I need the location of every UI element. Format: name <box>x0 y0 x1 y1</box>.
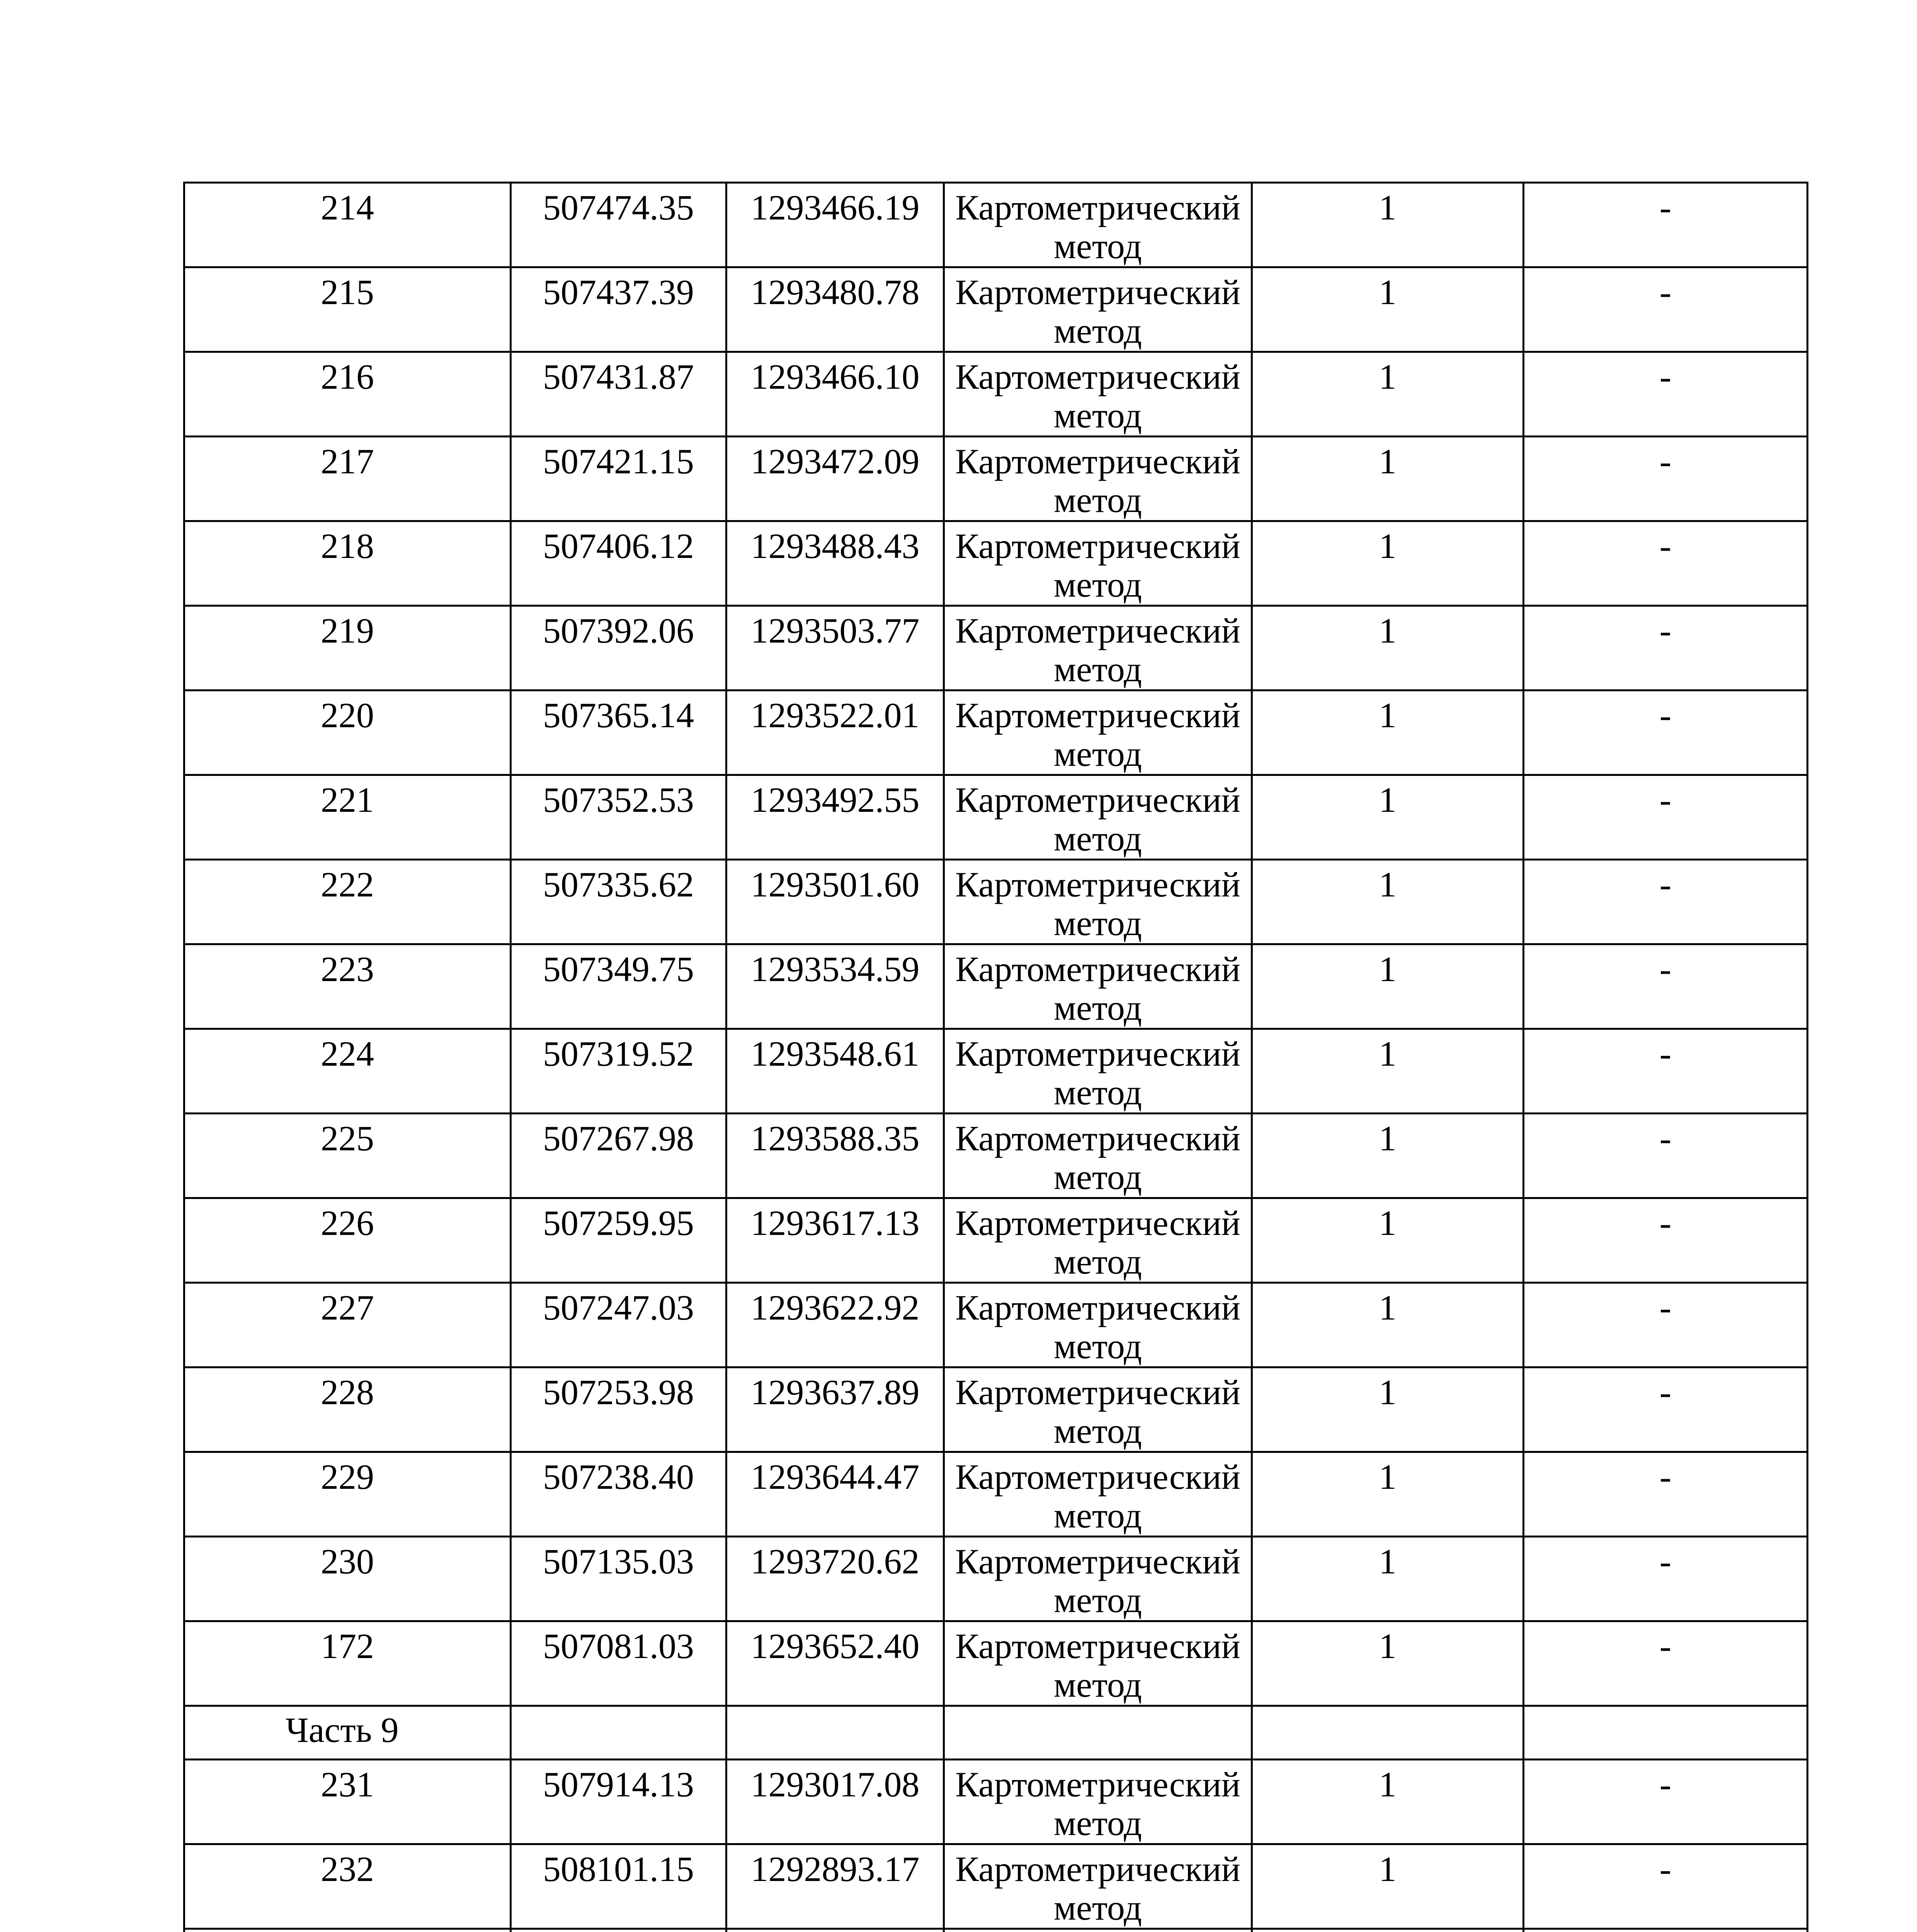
table-row <box>184 606 1808 690</box>
x-coordinate-cell: 507914.13 <box>511 1760 726 1844</box>
x-coordinate-cell: 507335.62 <box>511 860 726 944</box>
table-row <box>184 183 1808 267</box>
description-cell: - <box>1524 1452 1808 1537</box>
table-row <box>184 352 1808 437</box>
accuracy-cell: 1 <box>1252 860 1524 944</box>
method-label-line1: Картометрический <box>955 1288 1241 1327</box>
table-row <box>184 1537 1808 1621</box>
x-coordinate-cell: 507238.40 <box>511 1452 726 1537</box>
point-number-cell: 224 <box>184 1029 511 1114</box>
method-label-line2: метод <box>1053 1665 1142 1704</box>
part-label-cell: Часть 9 <box>184 1706 511 1760</box>
accuracy-cell: 1 <box>1252 437 1524 521</box>
point-number-cell: 214 <box>184 183 511 267</box>
method-label-line1: Картометрический <box>955 442 1241 481</box>
accuracy-cell: 1 <box>1252 1452 1524 1537</box>
empty-cell <box>1524 1706 1808 1760</box>
point-number-cell: 228 <box>184 1367 511 1452</box>
method-cell <box>944 1452 1252 1537</box>
y-coordinate-cell: 1293588.35 <box>726 1114 944 1198</box>
method-cell <box>944 775 1252 860</box>
accuracy-cell: 1 <box>1252 944 1524 1029</box>
accuracy-cell: 1 <box>1252 352 1524 437</box>
method-cell <box>944 1621 1252 1706</box>
method-label-line2: метод <box>1053 1242 1142 1281</box>
method-label-line2: метод <box>1053 650 1142 689</box>
method-label-line2: метод <box>1053 1327 1142 1366</box>
method-label-line2: метод <box>1053 1580 1142 1620</box>
x-coordinate-cell: 507431.87 <box>511 352 726 437</box>
method-label-line2: метод <box>1053 1888 1142 1927</box>
method-label-line2: метод <box>1053 734 1142 774</box>
y-coordinate-cell: 1293472.09 <box>726 437 944 521</box>
table-row <box>184 437 1808 521</box>
point-number-cell: 219 <box>184 606 511 690</box>
y-coordinate-cell: 1293637.89 <box>726 1367 944 1452</box>
method-label-line1: Картометрический <box>955 780 1241 820</box>
point-number-cell: 221 <box>184 775 511 860</box>
method-label-line1: Картометрический <box>955 272 1241 312</box>
y-coordinate-cell: 1293548.61 <box>726 1029 944 1114</box>
accuracy-cell: 1 <box>1252 183 1524 267</box>
x-coordinate-cell: 507081.03 <box>511 1621 726 1706</box>
method-label-line2: метод <box>1053 819 1142 858</box>
method-label-line1: Картометрический <box>955 188 1241 227</box>
table-row <box>184 1760 1808 1844</box>
x-coordinate-cell: 508101.15 <box>511 1844 726 1929</box>
method-label-line2: метод <box>1053 226 1142 266</box>
description-cell: - <box>1524 1114 1808 1198</box>
table-row <box>184 1367 1808 1452</box>
point-number-cell: 223 <box>184 944 511 1029</box>
y-coordinate-cell: 1293501.60 <box>726 860 944 944</box>
description-cell: - <box>1524 606 1808 690</box>
accuracy-cell: 1 <box>1252 1283 1524 1367</box>
method-label-line2: метод <box>1053 480 1142 520</box>
x-coordinate-cell: 507437.39 <box>511 267 726 352</box>
method-label-line2: метод <box>1053 988 1142 1027</box>
y-coordinate-cell <box>726 1929 944 1932</box>
part-heading-row <box>184 1706 1808 1760</box>
accuracy-cell: 1 <box>1252 521 1524 606</box>
method-label-line2: метод <box>1053 311 1142 350</box>
description-cell <box>1524 1929 1808 1932</box>
point-number-cell: 217 <box>184 437 511 521</box>
point-number-cell: 222 <box>184 860 511 944</box>
point-number-cell: 218 <box>184 521 511 606</box>
method-label-line2: метод <box>1053 1411 1142 1451</box>
point-number-cell: 220 <box>184 690 511 775</box>
description-cell: - <box>1524 1621 1808 1706</box>
table-row <box>184 1844 1808 1929</box>
accuracy-cell: 1 <box>1252 1367 1524 1452</box>
table-row <box>184 1621 1808 1706</box>
description-cell: - <box>1524 267 1808 352</box>
x-coordinate-cell: 507253.98 <box>511 1367 726 1452</box>
y-coordinate-cell: 1293720.62 <box>726 1537 944 1621</box>
x-coordinate-cell: 507259.95 <box>511 1198 726 1283</box>
y-coordinate-cell: 1293534.59 <box>726 944 944 1029</box>
point-number-cell: 226 <box>184 1198 511 1283</box>
accuracy-cell: 1 <box>1252 606 1524 690</box>
method-label-line2: метод <box>1053 1073 1142 1112</box>
point-number-cell: 172 <box>184 1621 511 1706</box>
method-cell <box>944 1198 1252 1283</box>
point-number-cell: 215 <box>184 267 511 352</box>
method-label-line1: Картометрический <box>955 526 1241 566</box>
point-number-cell <box>184 1929 511 1932</box>
accuracy-cell: 1 <box>1252 1760 1524 1844</box>
x-coordinate-cell: 507135.03 <box>511 1537 726 1621</box>
table-row <box>184 1283 1808 1367</box>
point-number-cell: 231 <box>184 1760 511 1844</box>
method-cell <box>944 860 1252 944</box>
accuracy-cell: 1 <box>1252 1029 1524 1114</box>
method-label-line2: метод <box>1053 1803 1142 1843</box>
y-coordinate-cell: 1292893.17 <box>726 1844 944 1929</box>
point-number-cell: 225 <box>184 1114 511 1198</box>
table-row <box>184 267 1808 352</box>
table-row <box>184 1114 1808 1198</box>
coordinates-table-body <box>184 183 1808 1932</box>
x-coordinate-cell: 507406.12 <box>511 521 726 606</box>
description-cell: - <box>1524 690 1808 775</box>
method-label-line1: Картометрический <box>955 865 1241 904</box>
description-cell: - <box>1524 1029 1808 1114</box>
description-cell: - <box>1524 521 1808 606</box>
method-cell <box>944 437 1252 521</box>
empty-cell <box>944 1706 1252 1760</box>
method-cell <box>944 1537 1252 1621</box>
x-coordinate-cell: 507247.03 <box>511 1283 726 1367</box>
table-row <box>184 521 1808 606</box>
y-coordinate-cell: 1293617.13 <box>726 1198 944 1283</box>
y-coordinate-cell: 1293503.77 <box>726 606 944 690</box>
accuracy-cell: 1 <box>1252 690 1524 775</box>
description-cell: - <box>1524 775 1808 860</box>
description-cell: - <box>1524 437 1808 521</box>
table-row <box>184 775 1808 860</box>
empty-cell <box>726 1706 944 1760</box>
point-number-cell: 230 <box>184 1537 511 1621</box>
method-label-line1: Картометрический <box>955 1849 1241 1889</box>
y-coordinate-cell: 1293017.08 <box>726 1760 944 1844</box>
description-cell: - <box>1524 1760 1808 1844</box>
x-coordinate-cell: 507365.14 <box>511 690 726 775</box>
y-coordinate-cell: 1293522.01 <box>726 690 944 775</box>
x-coordinate-cell: 507421.15 <box>511 437 726 521</box>
method-cell <box>944 1114 1252 1198</box>
method-label-line2: метод <box>1053 903 1142 943</box>
method-cell <box>944 1283 1252 1367</box>
method-label-line1: Картометрический <box>955 1372 1241 1412</box>
method-cell <box>944 1029 1252 1114</box>
x-coordinate-cell: 507352.53 <box>511 775 726 860</box>
method-label-line1: Картометрический <box>955 1457 1241 1497</box>
table-row <box>184 1029 1808 1114</box>
description-cell: - <box>1524 860 1808 944</box>
method-cell <box>944 521 1252 606</box>
method-cell <box>944 1929 1252 1932</box>
method-label-line2: метод <box>1053 1157 1142 1197</box>
table-row <box>184 860 1808 944</box>
method-cell <box>944 183 1252 267</box>
method-cell <box>944 606 1252 690</box>
empty-cell <box>1252 1706 1524 1760</box>
y-coordinate-cell: 1293488.43 <box>726 521 944 606</box>
method-label-line1: Картометрический <box>955 1119 1241 1158</box>
method-label-line2: метод <box>1053 565 1142 604</box>
point-number-cell: 227 <box>184 1283 511 1367</box>
method-label-line1: Картометрический <box>955 1203 1241 1243</box>
method-cell <box>944 352 1252 437</box>
y-coordinate-cell: 1293466.19 <box>726 183 944 267</box>
y-coordinate-cell: 1293492.55 <box>726 775 944 860</box>
table-row <box>184 1198 1808 1283</box>
x-coordinate-cell: 507349.75 <box>511 944 726 1029</box>
method-label-line2: метод <box>1053 396 1142 435</box>
method-cell <box>944 690 1252 775</box>
coordinates-table <box>183 182 1808 1932</box>
accuracy-cell: 1 <box>1252 1844 1524 1929</box>
method-cell <box>944 267 1252 352</box>
description-cell: - <box>1524 1844 1808 1929</box>
description-cell: - <box>1524 1198 1808 1283</box>
description-cell: - <box>1524 183 1808 267</box>
accuracy-cell: 1 <box>1252 267 1524 352</box>
x-coordinate-cell: 507319.52 <box>511 1029 726 1114</box>
method-label-line1: Картометрический <box>955 1542 1241 1581</box>
point-number-cell: 232 <box>184 1844 511 1929</box>
x-coordinate-cell: 507267.98 <box>511 1114 726 1198</box>
x-coordinate-cell: 507392.06 <box>511 606 726 690</box>
accuracy-cell: 1 <box>1252 1621 1524 1706</box>
method-label-line1: Картометрический <box>955 611 1241 650</box>
table-row <box>184 1929 1808 1932</box>
point-number-cell: 229 <box>184 1452 511 1537</box>
x-coordinate-cell: 507474.35 <box>511 183 726 267</box>
description-cell: - <box>1524 1537 1808 1621</box>
method-label-line1: Картометрический <box>955 1765 1241 1804</box>
table-row <box>184 690 1808 775</box>
accuracy-cell: 1 <box>1252 775 1524 860</box>
method-label-line1: Картометрический <box>955 949 1241 989</box>
method-label-line1: Картометрический <box>955 1626 1241 1666</box>
description-cell: - <box>1524 1367 1808 1452</box>
method-label-line2: метод <box>1053 1496 1142 1535</box>
method-cell <box>944 944 1252 1029</box>
table-row <box>184 944 1808 1029</box>
y-coordinate-cell: 1293622.92 <box>726 1283 944 1367</box>
table-row <box>184 1452 1808 1537</box>
method-cell <box>944 1760 1252 1844</box>
accuracy-cell: 1 <box>1252 1198 1524 1283</box>
y-coordinate-cell: 1293466.10 <box>726 352 944 437</box>
method-cell <box>944 1367 1252 1452</box>
y-coordinate-cell: 1293652.40 <box>726 1621 944 1706</box>
description-cell: - <box>1524 1283 1808 1367</box>
method-cell <box>944 1844 1252 1929</box>
method-label-line1: Картометрический <box>955 357 1241 396</box>
method-label-line1: Картометрический <box>955 1034 1241 1073</box>
accuracy-cell: 1 <box>1252 1114 1524 1198</box>
accuracy-cell: 1 <box>1252 1537 1524 1621</box>
method-label-line1: Картометрический <box>955 696 1241 735</box>
y-coordinate-cell: 1293480.78 <box>726 267 944 352</box>
description-cell: - <box>1524 352 1808 437</box>
empty-cell <box>511 1706 726 1760</box>
description-cell: - <box>1524 944 1808 1029</box>
accuracy-cell <box>1252 1929 1524 1932</box>
x-coordinate-cell <box>511 1929 726 1932</box>
y-coordinate-cell: 1293644.47 <box>726 1452 944 1537</box>
point-number-cell: 216 <box>184 352 511 437</box>
